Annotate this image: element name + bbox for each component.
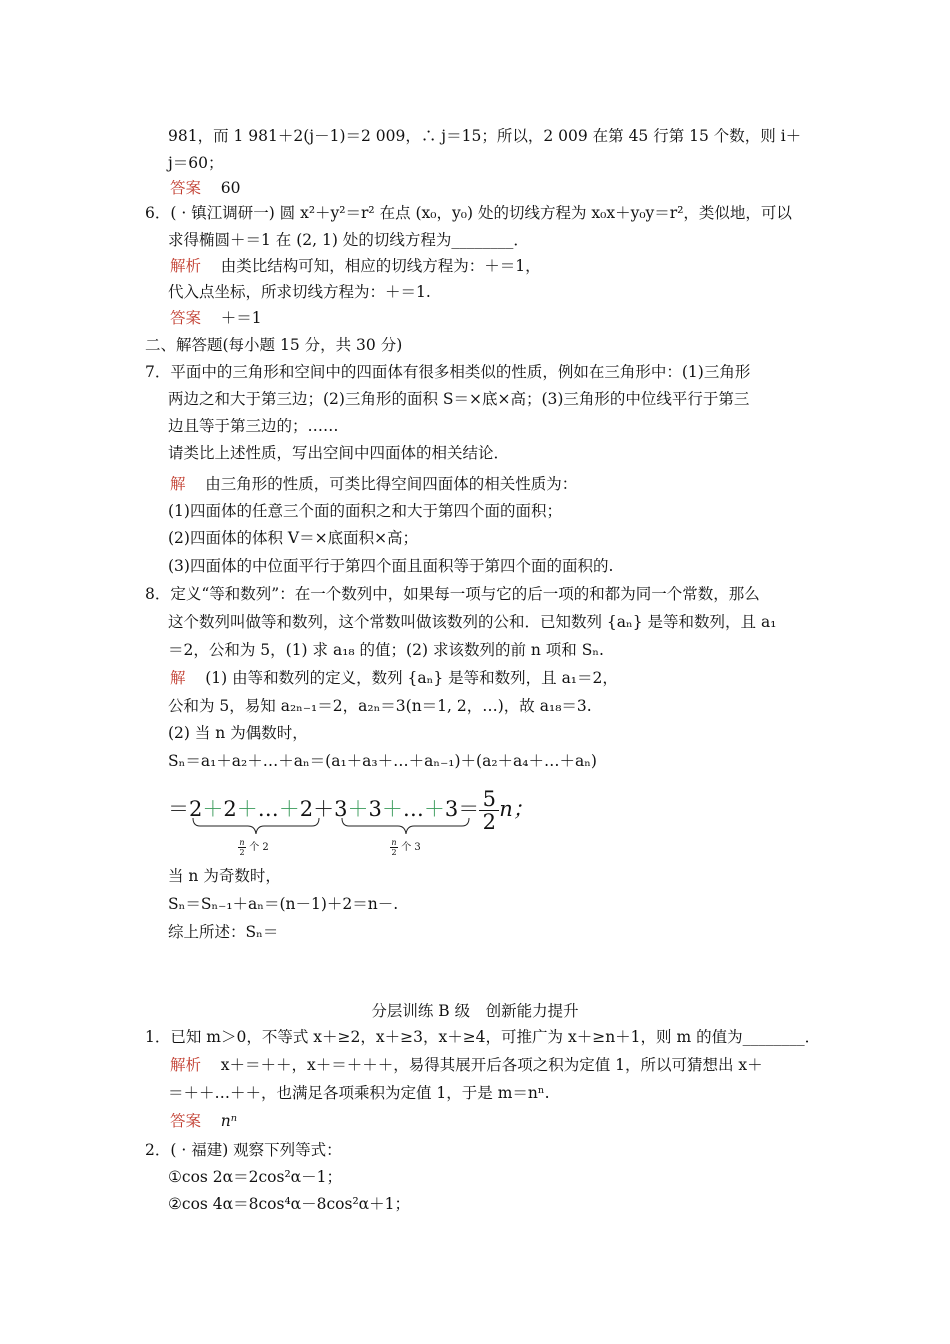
b-question-1: 1．已知 m＞0，不等式 x＋≥2，x＋≥3，x＋≥4，可推广为 x＋≥n＋1，则 m 的值为________． <box>145 1028 821 1046</box>
plus-sign: ＋ <box>278 797 300 821</box>
denominator: 2 <box>482 810 496 834</box>
plus-sign: ＋ <box>202 797 224 821</box>
solution-line: Sₙ＝a₁＋a₂＋…＋aₙ＝(a₁＋a₃＋…＋aₙ₋₁)＋(a₂＋a₄＋…＋aₙ) <box>168 752 597 770</box>
level-b-heading: 分层训练 B 级 创新能力提升 <box>371 1002 579 1020</box>
brace-fraction: $\frac{n}{2}$ <box>239 838 245 857</box>
ellipsis: … <box>257 797 279 821</box>
question-8-line-2: 这个数列叫做等和数列，这个常数叫做该数列的公和．已知数列 {aₙ} 是等和数列，且 a₁ <box>168 613 777 631</box>
term: 2 <box>299 797 314 821</box>
answer-label: 答案 <box>170 309 202 327</box>
solution-line: 综上所述：Sₙ＝ <box>168 923 279 941</box>
equals-sign: ＝ <box>458 797 480 821</box>
equation-line: ①cos 2α＝2cos²α－1； <box>168 1168 342 1186</box>
ellipsis: … <box>402 797 424 821</box>
solution-line: (2)四面体的体积 V＝×底面积×高； <box>168 529 419 547</box>
text-line: 981，而 1 981＋2(j－1)＝2 009，∴ j＝15；所以，2 009 在第 45 行第 15 个数，则 i＋ <box>168 127 802 145</box>
question-6-line-2: 求得椭圆＋＝1 在 (2, 1) 处的切线方程为________． <box>168 231 529 249</box>
variable: n； <box>499 797 534 821</box>
question-8-line-1: 8．定义“等和数列”：在一个数列中，如果每一项与它的后一项的和都为同一个常数，那么 <box>145 585 760 603</box>
answer-label: 答案 <box>170 1112 202 1130</box>
brace-label-left: $\frac{n}{2}$ 个 2 <box>239 838 269 857</box>
numerator: 5 <box>482 787 496 811</box>
solution-line-2: 代入点坐标，所求切线方程为：＋＝1. <box>168 283 431 301</box>
question-8-line-3: ＝2，公和为 5，(1) 求 a₁₈ 的值；(2) 求该数列的前 n 项和 Sₙ. <box>168 641 604 659</box>
solution-text: 由三角形的性质，可类比得空间四面体的相关性质为： <box>205 475 578 493</box>
text-line: j＝60； <box>168 154 224 172</box>
solution-text: x＋＝＋＋，x＋＝＋＋＋，易得其展开后各项之积为定值 1，所以可猜想出 x＋ <box>220 1056 763 1074</box>
term: 2 <box>223 797 237 821</box>
question-6-line-1: 6．( · 镇江调研一) 圆 x²＋y²＝r² 在点 (x₀，y₀) 处的切线方程为 x₀x＋y₀y＝r²，类似地，可以 <box>145 204 792 222</box>
question-7-line-2: 两边之和大于第三边；(2)三角形的面积 S＝×底×高；(3)三角形的中位线平行于第三 <box>168 390 750 408</box>
solution-line: Sₙ＝Sₙ₋₁＋aₙ＝(n－1)＋2＝n－. <box>168 895 399 913</box>
section-heading: 二、解答题(每小题 15 分，共 30 分) <box>145 336 403 354</box>
plus-sign: ＋ <box>381 797 403 821</box>
brace-label-right: $\frac{n}{2}$ 个 3 <box>391 838 421 857</box>
solution-line: 公和为 5，易知 a₂ₙ₋₁＝2，a₂ₙ＝3(n＝1, 2，…)，故 a₁₈＝3. <box>168 697 592 715</box>
solution-line: 当 n 为奇数时， <box>168 867 281 885</box>
solution-line <box>170 1055 763 1075</box>
underbrace-left <box>193 818 319 834</box>
solution-line: ＝＋＋…＋＋，也满足各项乘积为定值 1，于是 m＝nⁿ. <box>168 1084 550 1102</box>
underbrace-right <box>342 818 469 834</box>
answer-label: 答案 <box>170 179 202 197</box>
term: 3 <box>444 797 459 821</box>
plus-sign: ＋ <box>347 797 369 821</box>
question-7-line-4: 请类比上述性质，写出空间中四面体的相关结论． <box>168 444 510 462</box>
plus-sign: ＋ <box>236 797 258 821</box>
plus-sign: ＋ <box>423 797 445 821</box>
term: 3 <box>368 797 382 821</box>
plus-sign: ＋ <box>313 797 335 821</box>
equals-sign: ＝ <box>168 797 189 821</box>
solution-line: (2) 当 n 为偶数时， <box>168 724 308 742</box>
brace-fraction: $\frac{n}{2}$ <box>391 838 397 857</box>
solution-text: 由类比结构可知，相应的切线方程为：＋＝1， <box>220 257 541 275</box>
solution-label: 解 <box>170 669 186 687</box>
term: 2 <box>189 797 203 821</box>
solution-label: 解析 <box>170 1056 202 1074</box>
equation-line: ②cos 4α＝8cos⁴α－8cos²α＋1； <box>168 1195 410 1213</box>
solution-line: (1)四面体的任意三个面的面积之和大于第四个面的面积； <box>168 502 562 520</box>
question-7-line-3: 边且等于第三边的；…… <box>168 417 339 435</box>
answer-value: ＋＝1 <box>220 309 262 327</box>
question-7-line-1: 7．平面中的三角形和空间中的四面体有很多相类似的性质，例如在三角形中：(1)三角形 <box>145 363 751 381</box>
answer-value: nⁿ <box>220 1112 237 1130</box>
solution-text: (1) 由等和数列的定义，数列 {aₙ} 是等和数列，且 a₁＝2， <box>205 669 618 687</box>
solution-label: 解析 <box>170 257 202 275</box>
answer-value: 60 <box>220 179 241 197</box>
solution-label: 解 <box>170 475 186 493</box>
term: 3 <box>334 797 348 821</box>
solution-line: (3)四面体的中位面平行于第四个面且面积等于第四个面的面积的. <box>168 557 614 575</box>
answer-line <box>170 1111 237 1131</box>
b-question-2: 2．( · 福建) 观察下列等式： <box>145 1141 342 1159</box>
